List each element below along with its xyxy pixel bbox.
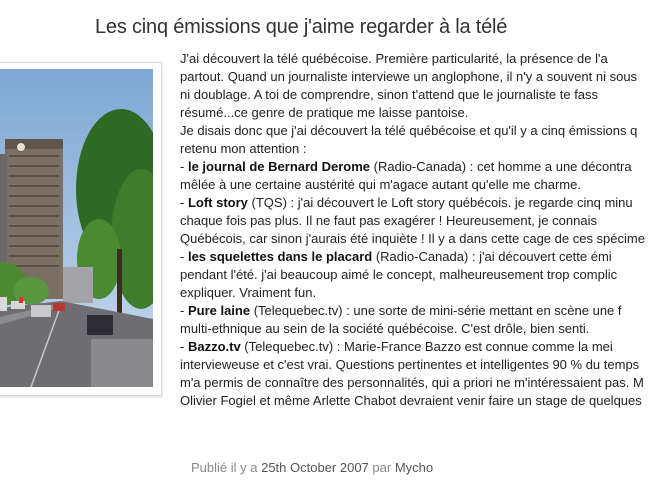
paragraph-line: Olivier Fogiel et même Arlette Chabot devraient venir faire un stage de quelques	[180, 393, 642, 408]
paragraph-line: ni doublage. A toi de comprendre, sinon t'attend que le journaliste te fass	[180, 87, 599, 102]
post-photo-frame	[0, 62, 162, 396]
paragraph-line: intervieweuse et c'est vrai. Questions pertinentes et intelligentes 90 % du temps	[180, 357, 640, 372]
show-item: - Loft story (TQS) : j'ai découvert le Loft story québécois. je regarde cinq minu	[180, 195, 633, 210]
paragraph-line: résumé...ce genre de pratique me laisse pantoise.	[180, 105, 469, 120]
city-street-photo	[0, 69, 153, 387]
paragraph-line: mêlée à une certaine austérité qui m'agace autant qu'elle me charme.	[180, 177, 581, 192]
paragraph-line: multi-ethnique au sein de la société québécoise. C'est drôle, bien senti.	[180, 321, 590, 336]
show-name: Bazzo.tv	[187, 339, 241, 354]
meta-by: par	[368, 460, 395, 475]
post-meta	[191, 460, 433, 475]
show-name: les squelettes dans le placard	[187, 249, 373, 264]
paragraph-line: expliquer. Vraiment fun.	[180, 285, 317, 300]
paragraph-line: chaque fois pas plus. Il ne faut pas exagérer ! Heureusement, je connais	[180, 213, 597, 228]
show-item: - Bazzo.tv (Telequebec.tv) : Marie-France Bazzo est connue comme la mei	[180, 339, 613, 354]
show-name: Pure laine	[187, 303, 251, 318]
author-link[interactable]: Mycho	[394, 460, 434, 475]
post-body	[180, 50, 660, 410]
post-title: Les cinq émissions que j'aime regarder à la télé	[95, 16, 508, 38]
paragraph-line: partout. Quand un journaliste interviewe un anglophone, il n'y a souvent ni sous	[180, 69, 638, 84]
show-name: le journal de Bernard Derome	[187, 159, 371, 174]
paragraph-line: Je disais donc que j'ai découvert la télé québécoise et qu'il y a cinq émissions q	[180, 123, 638, 138]
show-item: - les squelettes dans le placard (Radio-Canada) : j'ai découvert cette émi	[180, 249, 612, 264]
paragraph-line: Québécois, car sinon j'aurais été inquiète ! Il y a dans cette cage de ces spécime	[180, 231, 645, 246]
paragraph-line: m'a permis de connaître des personnalités, qui a priori ne m'intéressaient pas. M	[180, 375, 644, 390]
paragraph-line: J'ai découvert la télé québécoise. Première particularité, la présence de l'a	[180, 51, 608, 66]
show-item: - le journal de Bernard Derome (Radio-Canada) : cet homme a une décontra	[180, 159, 632, 174]
show-name: Loft story	[187, 195, 248, 210]
meta-prefix: Publié il y a	[191, 460, 262, 475]
paragraph-line: retenu mon attention :	[180, 141, 307, 156]
post-date-link[interactable]: 25th October 2007	[261, 460, 369, 475]
show-item: - Pure laine (Telequebec.tv) : une sorte de mini-série mettant en scène une f	[180, 303, 622, 318]
paragraph-line: pendant l'été. j'ai beaucoup aimé le concept, malheureusement trop complic	[180, 267, 618, 282]
